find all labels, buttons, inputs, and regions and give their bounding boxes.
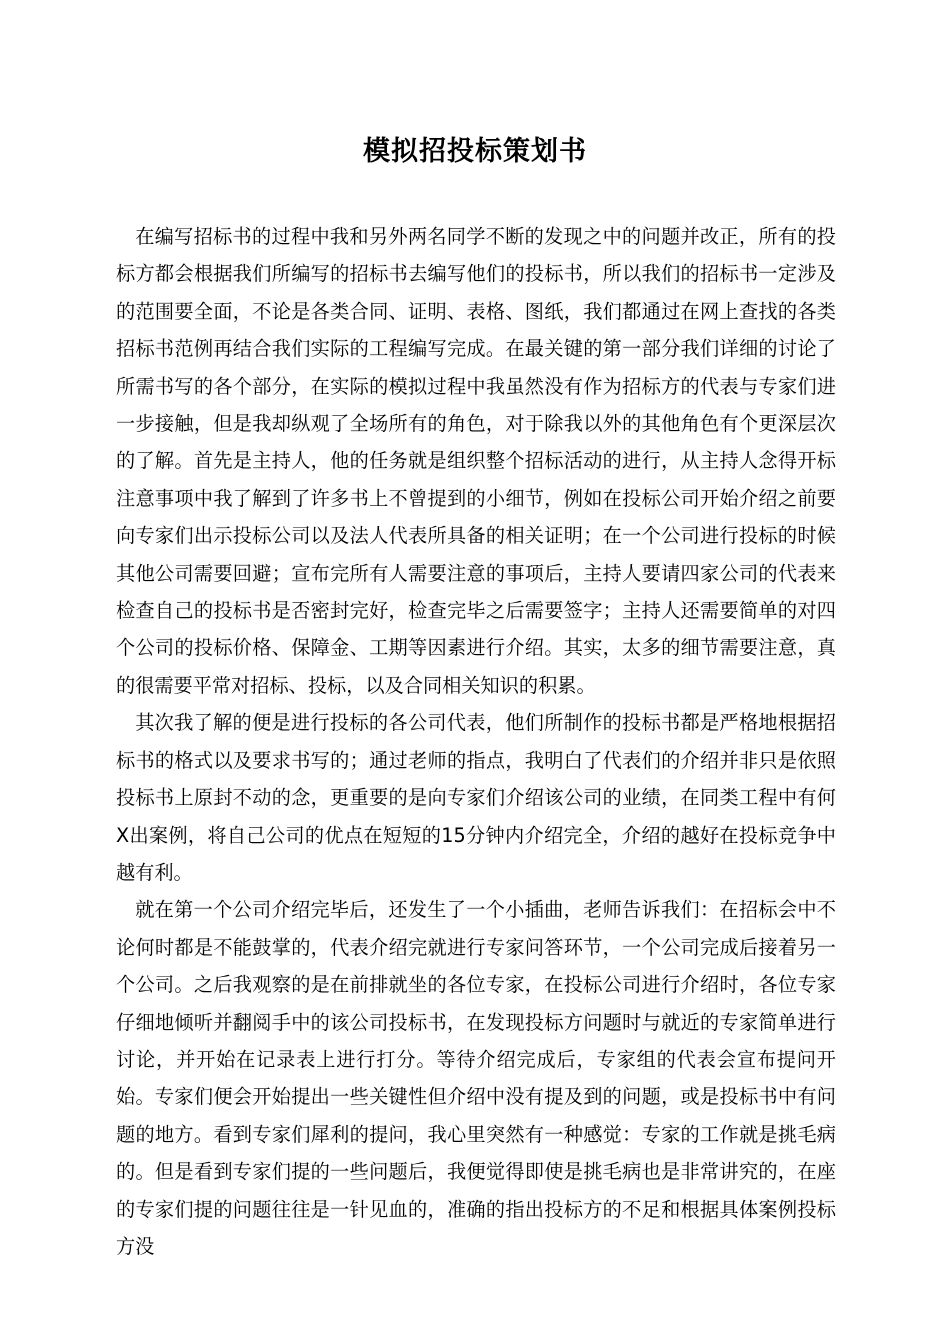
document-body (116, 218, 836, 1265)
paragraph-3: 就在第一个公司介绍完毕后，还发生了一个小插曲，老师告诉我们：在招标会中不论何时都是不能鼓掌的，代表介绍完就进行专家问答环节，一个公司完成后接着另一个公司。之后我观察的是在前排就坐的各位专家，在投标公司进行介绍时，各位专家仔细地倾听并翻阅手中的该公司投标书，在发现投标方问题时与就近的专家简单进行讨论，并开始在记录表上进行打分。等待介绍完成后，专家组的代表会宣布提问开始。专家们便会开始提出一些关键性但介绍中没有提及到的问题，或是投标书中有问题的地方。看到专家们犀利的提问，我心里突然有一种感觉：专家的工作就是挑毛病的。但是看到专家们提的一些问题后，我便觉得即使是挑毛病也是非常讲究的，在座的专家们提的问题往往是一针见血的，准确的指出投标方的不足和根据具体案例投标方没 (116, 898, 836, 1258)
paragraph-1: 在编写招标书的过程中我和另外两名同学不断的发现之中的问题并改正，所有的投标方都会根据我们所编写的招标书去编写他们的投标书，所以我们的招标书一定涉及的范围要全面，不论是各类合同、证明、表格、图纸，我们都通过在网上查找的各类招标书范例再结合我们实际的工程编写完成。在最关键的第一部分我们详细的讨论了所需书写的各个部分，在实际的模拟过程中我虽然没有作为招标方的代表与专家们进一步接触，但是我却纵观了全场所有的角色，对于除我以外的其他角色有个更深层次的了解。首先是主持人，他的任务就是组织整个招标活动的进行，从主持人念得开标注意事项中我了解到了许多书上不曾提到的小细节，例如在投标公司开始介绍之前要向专家们出示投标公司以及法人代表所具备的相关证明；在一个公司进行投标的时候其他公司需要回避；宣布完所有人需要注意的事项后，主持人要请四家公司的代表来检查自己的投标书是否密封完好，检查完毕之后需要签字；主持人还需要简单的对四个公司的投标价格、保障金、工期等因素进行介绍。其实，太多的细节需要注意，真的很需要平常对招标、投标，以及合同相关知识的积累。 (116, 225, 836, 697)
document-title: 模拟招投标策划书 (363, 136, 587, 167)
paragraph-2: 其次我了解的便是进行投标的各公司代表，他们所制作的投标书都是严格地根据招标书的格式以及要求书写的；通过老师的指点，我明白了代表们的介绍并非只是依照投标书上原封不动的念，更重要的是向专家们介绍该公司的业绩，在同类工程中有何X出案例，将自己公司的优点在短短的15分钟内介绍完全，介绍的越好在投标竞争中越有利。 (116, 711, 836, 884)
